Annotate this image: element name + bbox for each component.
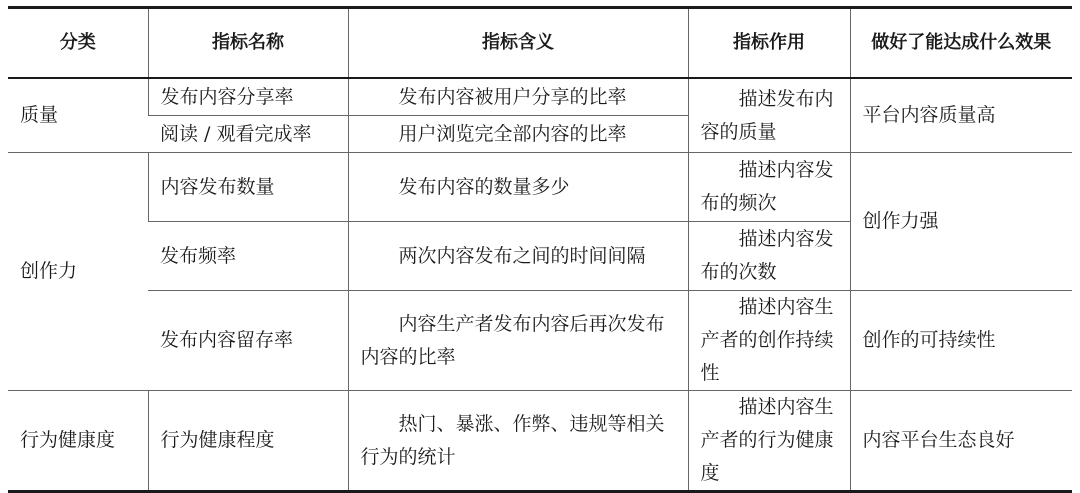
category-cell: 创作力 <box>8 153 148 391</box>
metric-name-cell: 发布频率 <box>148 222 348 291</box>
table-row <box>8 78 1072 116</box>
metric-role-cell: 描述内容发布的次数 <box>688 222 850 291</box>
table-row <box>8 153 1072 222</box>
metric-role-cell: 描述发布内容的质量 <box>688 78 850 153</box>
metric-role-cell: 描述内容生产者的创作持续性 <box>688 291 850 391</box>
metric-role-cell: 描述内容生产者的行为健康度 <box>688 391 850 492</box>
metric-name-cell: 阅读 / 观看完成率 <box>148 116 348 153</box>
header-effect: 做好了能达成什么效果 <box>850 8 1072 79</box>
header-category: 分类 <box>59 32 96 53</box>
header-row <box>8 8 1072 79</box>
effect-cell: 平台内容质量高 <box>850 78 1072 153</box>
metric-meaning-cell: 发布内容的数量多少 <box>348 153 688 222</box>
header-metric-role: 指标作用 <box>688 8 850 79</box>
effect-cell: 创作力强 <box>850 153 1072 291</box>
header-metric-name: 指标名称 <box>148 8 348 79</box>
category-cell: 质量 <box>8 78 148 153</box>
table-row <box>8 291 1072 391</box>
metric-meaning-cell: 两次内容发布之间的时间间隔 <box>348 222 688 291</box>
metric-role-cell: 描述内容发布的频次 <box>688 153 850 222</box>
header-metric-meaning: 指标含义 <box>348 8 688 79</box>
effect-cell: 内容平台生态良好 <box>850 391 1072 492</box>
metric-meaning-cell: 内容生产者发布内容后再次发布内容的比率 <box>348 291 688 391</box>
metric-name-cell: 内容发布数量 <box>148 153 348 222</box>
metric-meaning-cell: 热门、暴涨、作弊、违规等相关行为的统计 <box>348 391 688 492</box>
metric-meaning-cell: 发布内容被用户分享的比率 <box>348 78 688 116</box>
effect-cell: 创作的可持续性 <box>850 291 1072 391</box>
metric-name-cell: 行为健康程度 <box>148 391 348 492</box>
metric-name-cell: 发布内容分享率 <box>148 78 348 116</box>
metric-name-cell: 发布内容留存率 <box>148 291 348 391</box>
table-row <box>8 391 1072 492</box>
category-cell: 行为健康度 <box>8 391 148 492</box>
metric-meaning-cell: 用户浏览完全部内容的比率 <box>348 116 688 153</box>
